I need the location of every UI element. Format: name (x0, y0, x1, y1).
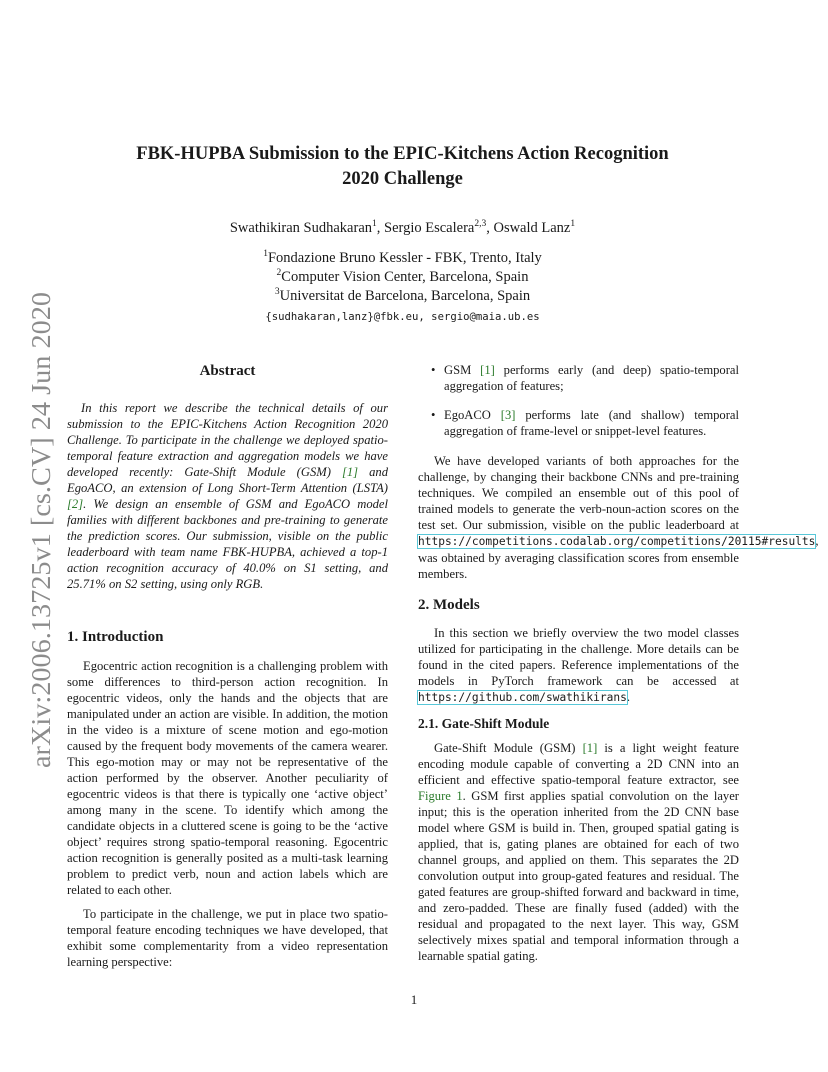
body-text: is a light weight feature encoding module capable of converting a 2D CNN into an efficient and effective spatio-temporal feature extractor, see (418, 741, 739, 787)
body-paragraph (418, 453, 819, 582)
citation-link[interactable]: [3] (500, 408, 516, 422)
gsm-body (418, 740, 739, 964)
body-text: . (626, 690, 630, 704)
arxiv-stamp-svg (16, 290, 60, 770)
section-heading-introduction: 1. Introduction (67, 629, 164, 645)
arxiv-identifier-stamp (16, 290, 60, 770)
models-body (418, 625, 739, 706)
body-text: , was obtained by averaging classification scores from ensemble members. (418, 534, 819, 581)
intro-paragraph: To participate in the challenge, we put in place two spatio-temporal feature encoding techniques we have developed, that exhibit some complementarity from a video representation learning perspective: (67, 907, 388, 969)
bullet-text: performs early (and deep) spatio-temporal aggregation of features; (444, 363, 739, 393)
introduction-body (67, 658, 388, 970)
affil-sup: 3 (274, 287, 280, 297)
abstract-text: and EgoACO, an extension of Long Short-Term Attention (LSTA) (67, 465, 388, 495)
title-line-2: 2020 Challenge (342, 169, 463, 189)
abstract-body (67, 400, 388, 592)
ensemble-paragraph (418, 453, 819, 582)
bullet-dot: • (431, 408, 436, 422)
list-item (418, 407, 739, 439)
citation-link[interactable]: [2] (67, 497, 84, 511)
paper-title (110, 142, 695, 192)
author-name: Sergio Escalera (384, 220, 475, 236)
affiliation (110, 287, 695, 306)
bullet-text: performs late (and shallow) temporal aggregation of frame-level or snippet-level features. (444, 408, 740, 438)
approach-bullet-list (418, 362, 739, 452)
author-affil-sup: 1 (372, 219, 377, 229)
leaderboard-url-link[interactable]: https://competitions.codalab.org/competitions/20115#results (418, 535, 816, 548)
affiliation (110, 249, 695, 268)
github-url-link[interactable]: https://github.com/swathikirans (418, 691, 627, 704)
body-text: In this section we briefly overview the two model classes utilized for participating in the challenge. More details can be found in the cited papers. Reference implementations of the models in PyTorch framework can be accessed at (418, 626, 739, 688)
author-list (110, 218, 695, 238)
body-text: Gate-Shift Module (GSM) (434, 741, 583, 755)
citation-link[interactable]: [1] (582, 741, 598, 755)
abstract-text: . We design an ensemble of GSM and EgoACO model families with different backbones and pre-training to generate the prediction scores. Our submission, visible on the public leaderboard with team name FBK-HUPBA, achieved a top-1 action recognition accuracy of 40.0% on S1 setting, and 25.71% on S2 setting, using only RGB. (67, 497, 388, 591)
author-emails: {sudhakaran,lanz}@fbk.eu, sergio@maia.ub.es (265, 311, 540, 323)
figure-link[interactable]: Figure 1 (418, 789, 463, 803)
title-line-1: FBK-HUPBA Submission to the EPIC-Kitchens Action Recognition (136, 144, 669, 164)
bullet-text: GSM (444, 363, 481, 377)
body-paragraph (418, 625, 739, 706)
section-heading-models: 2. Models (418, 597, 480, 613)
subsection-heading-gsm: 2.1. Gate-Shift Module (418, 716, 550, 731)
abstract-paragraph (67, 400, 388, 592)
author-separator: , (486, 220, 494, 236)
abstract-text: In this report we describe the technical details of our submission to the EPIC-Kitchens Action Recognition 2020 Challenge. (67, 401, 388, 447)
bullet-text: EgoACO (444, 408, 501, 422)
affiliation (110, 268, 695, 287)
citation-link[interactable]: [1] (341, 465, 359, 479)
author-name: Swathikiran Sudhakaran (229, 220, 373, 236)
body-text: . GSM first applies spatial convolution on the layer input; this is the operation inherited from the 2D CNN base model where GSM is build in. Then, grouped spatial gating is applied, that is, gating planes are obtained for each of two channel groups, and applied on them. This separates the 2D convolution output into group-gated features and residual. The gated features are group-shifted forward and backward in time, and zero-padded. These are finally fused (added) with the residual and propagated to the next layer. This way, GSM selectively mixes spatial and temporal information through a learnable spatial gating. (418, 789, 740, 963)
citation-link[interactable]: [1] (480, 363, 495, 377)
affil-sup: 1 (263, 249, 268, 259)
affil-text: Universitat de Barcelona, Barcelona, Spain (279, 288, 531, 304)
affil-text: Fondazione Bruno Kessler - FBK, Trento, Italy (267, 250, 542, 266)
body-text: We have developed variants of both approaches for the challenge, by changing their backbone CNNs and pre-training techniques. We compiled an ensemble out of this pool of trained models to generate the verb-noun-action scores on the test set. Our submission, visible on the public leaderboard at (418, 454, 739, 532)
author-name: Oswald Lanz (493, 220, 571, 236)
page-number: 1 (410, 992, 418, 1007)
affil-text: Computer Vision Center, Barcelona, Spain (281, 269, 529, 285)
author-affil-sup: 2,3 (474, 219, 487, 229)
abstract-heading: Abstract (199, 363, 256, 379)
affiliation-list (110, 249, 695, 306)
author-separator: , (376, 220, 385, 236)
body-paragraph (418, 740, 739, 964)
intro-paragraph: Egocentric action recognition is a challenging problem with some differences to third-person action recognition. In egocentric videos, only the hands and the objects that are manipulated under an action are visible. In addition, the motion in the video is a mixture of scene motion and ego-motion caused by the frequent body movements of the camera wearer. This ego-motion may or may not be representative of the action performed by the observer. Another peculiarity of egocentric videos is that there is typically one ‘active object’ among many in the scene. To identify which among the candidate objects in a cluttered scene is going to be the ‘active object’ requires strong spatio-temporal reasoning. Egocentric action recognition is generally posited as a multi-task learning problem to predict verb, noun and action labels which are related to each other. (67, 659, 388, 897)
affil-sup: 2 (276, 268, 282, 278)
author-affil-sup: 1 (570, 219, 576, 229)
bullet-dot: • (431, 363, 436, 377)
arxiv-id-text: arXiv:2006.13725v1 [cs.CV] 24 Jun 2020 (26, 313, 56, 768)
list-item (418, 362, 739, 394)
abstract-text: To participate in the challenge we deployed spatio-temporal feature extraction and aggregation models we have developed recently: Gate-Shift Module (GSM) (67, 433, 388, 479)
left-column (67, 362, 388, 969)
